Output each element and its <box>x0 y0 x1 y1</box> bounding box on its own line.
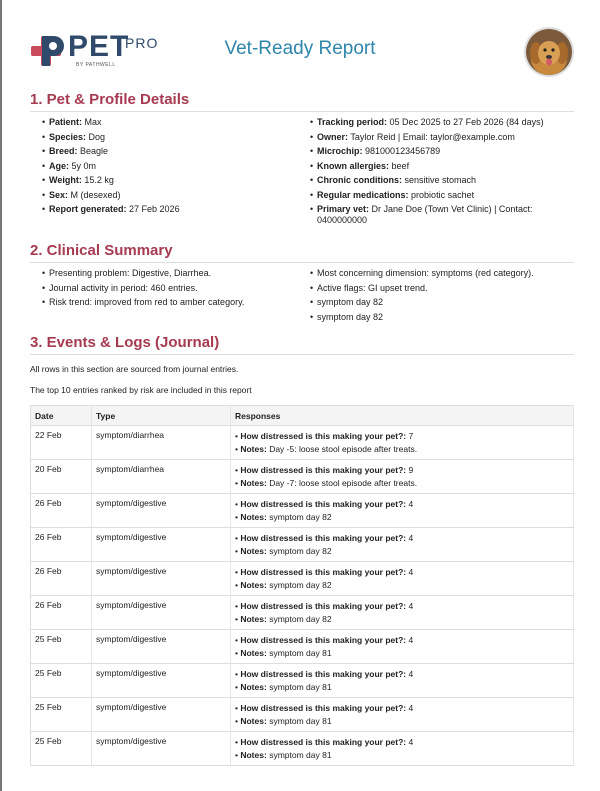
detail-value: 15.2 kg <box>84 175 114 185</box>
clinical-list-right <box>308 268 558 326</box>
profile-list-right <box>308 117 548 230</box>
notes-label: Notes <box>240 715 264 726</box>
notes-line: • Notes: symptom day 82 <box>235 545 332 556</box>
detail-label: Patient <box>49 117 80 127</box>
question-label: How distressed is this making your pet? <box>240 669 404 679</box>
section-title-clinical: 2. Clinical Summary <box>30 242 173 259</box>
detail-label: Owner <box>317 131 346 142</box>
cell-date: 26 Feb <box>31 528 92 562</box>
report-title: Vet-Ready Report <box>224 38 376 59</box>
distress-score: 7 <box>408 431 414 441</box>
detail-label: Microchip <box>317 146 360 156</box>
distress-score: 4 <box>408 567 414 577</box>
summary-item: • Presenting problem: Digestive, Diarrhea. <box>40 268 300 279</box>
detail-separator: : <box>83 131 87 142</box>
response-line: • How distressed is this making your pet?: 4 <box>235 601 414 611</box>
notes-text: Day -7: loose stool episode after treats. <box>269 477 418 488</box>
notes-label: Notes <box>240 613 264 624</box>
notes-text: symptom day 82 <box>269 579 332 590</box>
detail-item <box>40 190 300 201</box>
notes-text: symptom day 82 <box>269 511 332 522</box>
detail-value: 5y 0m <box>71 160 97 171</box>
notes-label: Notes <box>240 749 264 760</box>
detail-item <box>308 146 548 157</box>
section-divider <box>30 111 574 112</box>
notes-line: • Notes: Day -7: loose stool episode after treats. <box>235 477 418 488</box>
notes-text: symptom day 81 <box>269 681 332 692</box>
detail-item <box>308 190 548 201</box>
distress-score: 4 <box>408 635 414 645</box>
detail-value: Dog <box>88 131 106 142</box>
notes-label: Notes <box>240 681 264 692</box>
cell-date: 25 Feb <box>31 698 92 732</box>
detail-label: Known allergies <box>317 160 387 171</box>
question-label: How distressed is this making your pet? <box>240 737 404 747</box>
response-line: • How distressed is this making your pet?: 4 <box>235 703 414 713</box>
cell-type: symptom/digestive <box>92 664 231 698</box>
table-header-row <box>31 406 574 426</box>
distress-score: 4 <box>408 737 414 747</box>
detail-item <box>40 204 300 215</box>
notes-text: symptom day 81 <box>269 715 332 726</box>
cell-type: symptom/diarrhea <box>92 426 231 460</box>
cell-type: symptom/digestive <box>92 630 231 664</box>
table-row <box>31 630 574 664</box>
detail-value: sensitive stomach <box>404 175 477 185</box>
detail-item <box>308 204 548 226</box>
column-header-responses: Responses <box>231 406 574 426</box>
cell-type: symptom/digestive <box>92 698 231 732</box>
notes-label: Notes <box>240 477 264 488</box>
detail-label: Weight <box>49 175 79 185</box>
distress-score: 4 <box>408 499 414 509</box>
detail-item <box>40 146 300 157</box>
cell-responses <box>231 494 574 528</box>
detail-separator: : <box>366 204 370 214</box>
cell-responses <box>231 426 574 460</box>
cell-type: symptom/digestive <box>92 562 231 596</box>
summary-item: • Most concerning dimension: symptoms (red category). <box>308 268 558 279</box>
clinical-list-left <box>40 268 300 312</box>
response-line: • How distressed is this making your pet?: 9 <box>235 465 414 475</box>
pet-avatar <box>524 27 574 77</box>
detail-value: Max <box>84 117 102 127</box>
notes-label: Notes <box>240 511 264 522</box>
question-label: How distressed is this making your pet? <box>240 499 404 509</box>
cell-date: 25 Feb <box>31 630 92 664</box>
question-label: How distressed is this making your pet? <box>240 635 404 645</box>
cell-responses <box>231 698 574 732</box>
cell-date: 20 Feb <box>31 460 92 494</box>
detail-item <box>308 175 548 186</box>
table-row <box>31 562 574 596</box>
section-title-events: 3. Events & Logs (Journal) <box>30 334 220 351</box>
detail-value: M (desexed) <box>70 189 121 200</box>
cell-date: 26 Feb <box>31 562 92 596</box>
cell-date: 25 Feb <box>31 664 92 698</box>
events-note-ranking: The top 10 entries ranked by risk are included in this report <box>30 385 252 395</box>
detail-separator: : <box>384 117 388 127</box>
notes-line: • Notes: symptom day 81 <box>235 715 332 726</box>
notes-label: Notes <box>240 647 264 658</box>
detail-value: Taylor Reid | Email: taylor@example.com <box>350 131 515 142</box>
section-divider <box>30 262 574 263</box>
detail-value: 05 Dec 2025 to 27 Feb 2026 (84 days) <box>389 117 544 127</box>
distress-score: 4 <box>408 669 414 679</box>
cell-date: 26 Feb <box>31 596 92 630</box>
response-line: • How distressed is this making your pet?: 4 <box>235 635 414 645</box>
cell-responses <box>231 630 574 664</box>
column-header-type: Type <box>92 406 231 426</box>
detail-label: Breed <box>49 146 75 156</box>
table-row <box>31 698 574 732</box>
distress-score: 4 <box>408 601 414 611</box>
detail-label: Primary vet <box>317 204 367 214</box>
detail-label: Species <box>49 131 84 142</box>
cell-date: 22 Feb <box>31 426 92 460</box>
detail-label: Report generated <box>49 204 124 214</box>
question-label: How distressed is this making your pet? <box>240 601 404 611</box>
notes-line: • Notes: symptom day 82 <box>235 613 332 624</box>
distress-score: 9 <box>408 465 414 475</box>
table-row <box>31 426 574 460</box>
detail-label: Regular medications <box>317 189 406 200</box>
detail-label: Sex <box>49 189 66 200</box>
distress-score: 4 <box>408 533 414 543</box>
detail-value: Beagle <box>80 146 109 156</box>
detail-item <box>40 117 300 128</box>
cell-date: 25 Feb <box>31 732 92 766</box>
detail-value: 981000123456789 <box>365 146 441 156</box>
detail-separator: : <box>399 175 402 185</box>
notes-label: Notes <box>240 579 264 590</box>
events-note-source: All rows in this section are sourced from journal entries. <box>30 364 239 374</box>
detail-label: Tracking period <box>317 117 385 127</box>
cell-responses <box>231 664 574 698</box>
notes-text: Day -5: loose stool episode after treats. <box>269 443 418 454</box>
response-line: • How distressed is this making your pet?: 4 <box>235 567 414 577</box>
cell-date: 26 Feb <box>31 494 92 528</box>
notes-line: • Notes: symptom day 82 <box>235 579 332 590</box>
detail-item <box>40 132 300 143</box>
detail-separator: : <box>123 204 127 214</box>
detail-separator: : <box>65 189 69 200</box>
column-header-date: Date <box>31 406 92 426</box>
notes-line: • Notes: Day -5: loose stool episode after treats. <box>235 443 418 454</box>
response-line: • How distressed is this making your pet?: 4 <box>235 669 414 679</box>
question-label: How distressed is this making your pet? <box>240 567 404 577</box>
notes-label: Notes <box>240 443 264 454</box>
notes-line: • Notes: symptom day 81 <box>235 749 332 760</box>
detail-separator: : <box>74 146 78 156</box>
logo-subtitle: BY PATHWELL <box>76 62 116 68</box>
detail-value: probiotic sachet <box>411 189 475 200</box>
section-divider <box>30 354 574 355</box>
detail-item <box>40 175 300 186</box>
summary-item: • Risk trend: improved from red to amber category. <box>40 297 300 308</box>
cell-responses <box>231 562 574 596</box>
table-row <box>31 528 574 562</box>
distress-score: 4 <box>408 703 414 713</box>
detail-separator: : <box>386 160 390 171</box>
summary-item: • symptom day 82 <box>308 312 558 323</box>
cell-responses <box>231 732 574 766</box>
detail-label: Chronic conditions <box>317 175 399 185</box>
notes-line: • Notes: symptom day 81 <box>235 681 332 692</box>
notes-line: • Notes: symptom day 81 <box>235 647 332 658</box>
notes-text: symptom day 81 <box>269 647 332 658</box>
table-row <box>31 460 574 494</box>
notes-text: symptom day 81 <box>269 749 332 760</box>
response-line: • How distressed is this making your pet?: 4 <box>235 737 414 747</box>
question-label: How distressed is this making your pet? <box>240 703 404 713</box>
cell-type: symptom/digestive <box>92 494 231 528</box>
logo-pro: PRO <box>125 35 159 51</box>
cell-type: symptom/digestive <box>92 732 231 766</box>
question-label: How distressed is this making your pet? <box>240 465 404 475</box>
events-table <box>30 405 574 766</box>
cell-responses <box>231 596 574 630</box>
notes-text: symptom day 82 <box>269 545 332 556</box>
question-label: How distressed is this making your pet? <box>240 533 404 543</box>
section-title-profile: 1. Pet & Profile Details <box>30 91 190 108</box>
detail-separator: : <box>405 189 409 200</box>
page-edge <box>0 0 2 791</box>
detail-item <box>308 117 548 128</box>
table-row <box>31 732 574 766</box>
table-row <box>31 664 574 698</box>
detail-value: 27 Feb 2026 <box>129 204 180 214</box>
cell-responses <box>231 460 574 494</box>
detail-separator: : <box>78 175 82 185</box>
response-line: • How distressed is this making your pet?: 4 <box>235 499 414 509</box>
summary-item: • symptom day 82 <box>308 297 558 308</box>
detail-value: Dr Jane Doe (Town Vet Clinic) | Contact: 0400000000 <box>317 204 533 225</box>
detail-separator: : <box>79 117 83 127</box>
response-line: • How distressed is this making your pet?: 7 <box>235 431 414 441</box>
detail-item <box>40 161 300 172</box>
cell-type: symptom/digestive <box>92 528 231 562</box>
notes-label: Notes <box>240 545 264 556</box>
question-label: How distressed is this making your pet? <box>240 431 404 441</box>
detail-separator: : <box>66 160 70 171</box>
dog-photo-icon <box>526 29 572 75</box>
summary-item: • Journal activity in period: 460 entries. <box>40 283 300 294</box>
events-table-body <box>31 426 574 766</box>
detail-separator: : <box>345 131 349 142</box>
summary-item: • Active flags: GI upset trend. <box>308 283 558 294</box>
logo-text: PET <box>68 30 130 63</box>
detail-label: Age <box>49 160 67 171</box>
detail-value: beef <box>391 160 410 171</box>
cell-type: symptom/digestive <box>92 596 231 630</box>
table-row <box>31 596 574 630</box>
notes-text: symptom day 82 <box>269 613 332 624</box>
response-line: • How distressed is this making your pet?: 4 <box>235 533 414 543</box>
detail-separator: : <box>359 146 363 156</box>
notes-line: • Notes: symptom day 82 <box>235 511 332 522</box>
cell-type: symptom/diarrhea <box>92 460 231 494</box>
detail-item <box>308 132 548 143</box>
table-row <box>31 494 574 528</box>
detail-item <box>308 161 548 172</box>
cell-responses <box>231 528 574 562</box>
profile-list-left <box>40 117 300 219</box>
